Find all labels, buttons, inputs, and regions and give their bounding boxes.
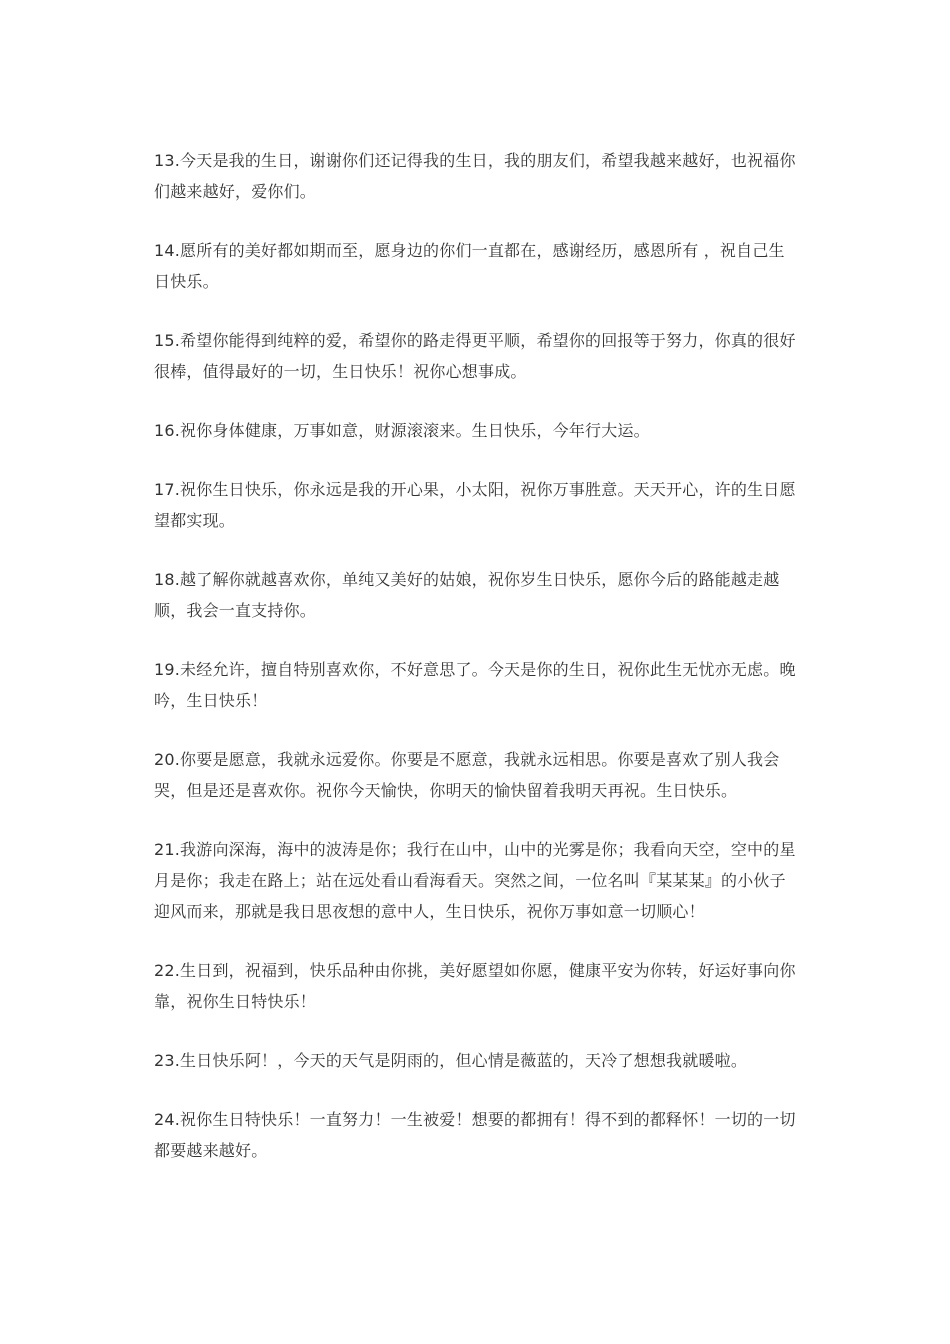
wish-16: 16.祝你身体健康，万事如意，财源滚滚来。生日快乐，今年行大运。 bbox=[154, 421, 650, 440]
wish-23: 23.生日快乐阿！，今天的天气是阴雨的，但心情是薇蓝的，天冷了想想我就暖啦。 bbox=[154, 1051, 748, 1070]
wish-24: 24.祝你生日特快乐！一直努力！一生被爱！想要的都拥有！得不到的都释怀！一切的一切都要越来越好。 bbox=[154, 1110, 796, 1160]
wishes-list bbox=[154, 145, 800, 1194]
wish-22: 22.生日到，祝福到，快乐品种由你挑，美好愿望如你愿，健康平安为你转，好运好事向你靠，祝你生日特快乐！ bbox=[154, 961, 796, 1011]
wish-21: 21.我游向深海，海中的波涛是你；我行在山中，山中的光雾是你；我看向天空，空中的星月是你；我走在路上；站在远处看山看海看天。突然之间，一位名叫『某某某』的小伙子迎风而来，那就是我日思夜想的意中人，生日快乐，祝你万事如意一切顺心！ bbox=[154, 840, 796, 921]
wish-20: 20.你要是愿意，我就永远爱你。你要是不愿意，我就永远相思。你要是喜欢了别人我会哭，但是还是喜欢你。祝你今天愉快，你明天的愉快留着我明天再祝。生日快乐。 bbox=[154, 750, 780, 800]
wish-17: 17.祝你生日快乐，你永远是我的开心果，小太阳，祝你万事胜意。天天开心，许的生日愿望都实现。 bbox=[154, 480, 796, 530]
wish-18: 18.越了解你就越喜欢你，单纯又美好的姑娘，祝你岁生日快乐，愿你今后的路能越走越顺，我会一直支持你。 bbox=[154, 570, 780, 620]
wish-19: 19.未经允许，擅自特别喜欢你，不好意思了。今天是你的生日，祝你此生无忧亦无虑。晚吟，生日快乐！ bbox=[154, 660, 796, 710]
wish-13: 13.今天是我的生日，谢谢你们还记得我的生日，我的朋友们，希望我越来越好，也祝福你们越来越好，爱你们。 bbox=[154, 151, 796, 201]
wish-15: 15.希望你能得到纯粹的爱，希望你的路走得更平顺，希望你的回报等于努力，你真的很好很棒，值得最好的一切，生日快乐！祝你心想事成。 bbox=[154, 331, 796, 381]
wish-14: 14.愿所有的美好都如期而至，愿身边的你们一直都在，感谢经历，感恩所有 ，祝自己生日快乐。 bbox=[154, 241, 785, 291]
